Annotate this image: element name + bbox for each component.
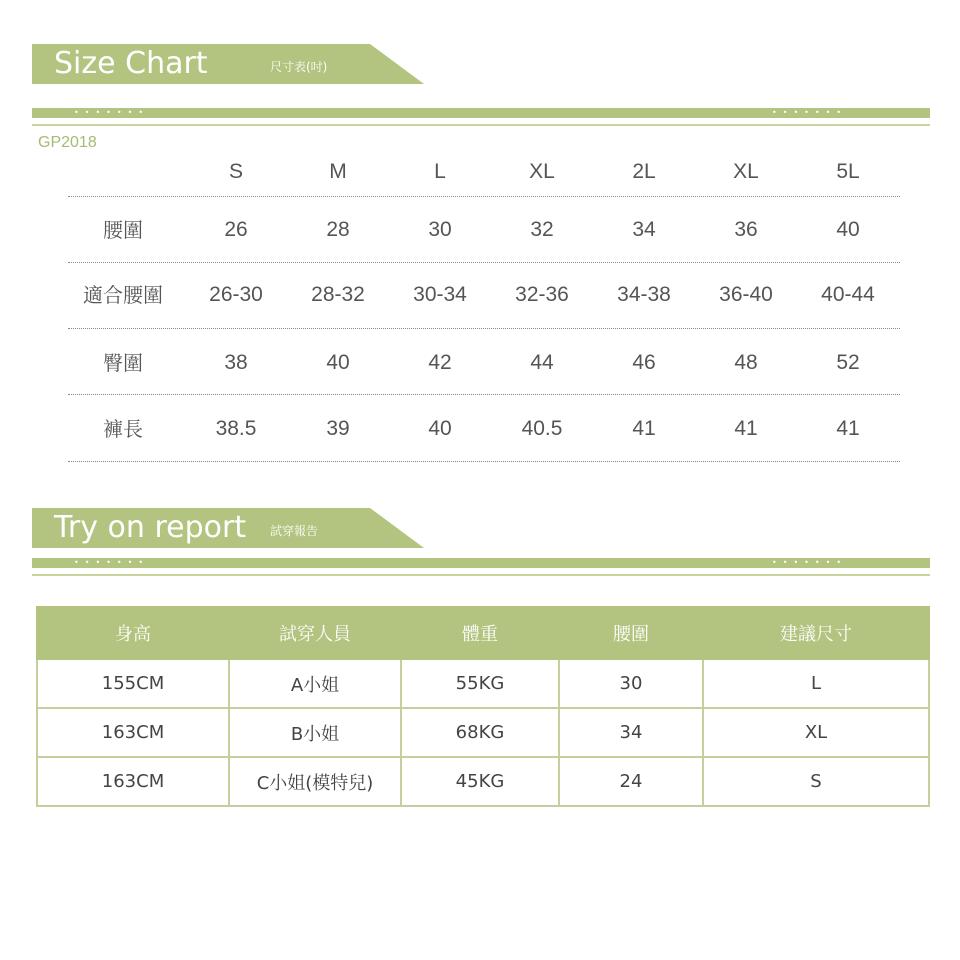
size-header-cell: XL: [733, 160, 759, 183]
size-header-cell: M: [329, 160, 347, 183]
header-height: 身高: [37, 607, 229, 659]
size-chart-stripe: [32, 108, 930, 118]
size-row-label: 褲長: [103, 417, 143, 441]
row-divider: [68, 196, 900, 197]
size-cell: 44: [530, 351, 554, 374]
cell-weight: 45KG: [401, 757, 559, 806]
size-cell: 46: [632, 351, 656, 374]
row-divider: [68, 328, 900, 329]
size-header-cell: 5L: [836, 160, 860, 183]
size-cell: 40: [326, 351, 350, 374]
header-waist: 腰圍: [559, 607, 703, 659]
size-chart-title: Size Chart: [54, 46, 208, 81]
try-on-banner: [32, 508, 424, 548]
size-header-cell: L: [434, 160, 446, 183]
header-tester: 試穿人員: [229, 607, 401, 659]
table-row: [37, 708, 929, 757]
cell-weight: 55KG: [401, 659, 559, 708]
size-chart-stripe-line: [32, 124, 930, 126]
size-cell: 38: [224, 351, 248, 374]
size-cell: 41: [632, 417, 656, 440]
size-cell: 48: [734, 351, 758, 374]
stripe-dots-right: •••••••: [772, 558, 848, 567]
size-cell: 36: [734, 218, 758, 241]
try-on-stripe: [32, 558, 930, 568]
size-cell: 40.5: [521, 417, 563, 440]
try-on-stripe-line: [32, 574, 930, 576]
size-cell: 36-40: [719, 283, 773, 306]
cell-suggested-size: S: [703, 757, 929, 806]
cell-tester: C小姐(模特兒): [229, 757, 401, 806]
size-cell: 40: [836, 218, 860, 241]
cell-waist: 30: [559, 659, 703, 708]
size-cell: 30: [428, 218, 452, 241]
size-cell: 34-38: [617, 283, 671, 306]
size-cell: 26-30: [209, 283, 263, 306]
cell-tester: A小姐: [229, 659, 401, 708]
size-chart-banner: [32, 44, 424, 84]
table-row: [37, 659, 929, 708]
row-divider: [68, 394, 900, 395]
size-cell: 28: [326, 218, 350, 241]
header-weight: 體重: [401, 607, 559, 659]
cell-waist: 34: [559, 708, 703, 757]
cell-suggested-size: L: [703, 659, 929, 708]
cell-suggested-size: XL: [703, 708, 929, 757]
size-cell: 28-32: [311, 283, 365, 306]
header-suggested-size: 建議尺寸: [703, 607, 929, 659]
table-header-row: [37, 607, 929, 659]
try-on-table: [36, 606, 930, 807]
stripe-dots-left: •••••••: [74, 108, 150, 117]
stripe-dots-left: •••••••: [74, 558, 150, 567]
product-code: GP2018: [38, 134, 97, 151]
size-chart-subtitle: 尺寸表(吋): [270, 60, 328, 74]
size-row-label: 腰圍: [103, 218, 143, 242]
cell-height: 163CM: [37, 757, 229, 806]
size-cell: 39: [326, 417, 350, 440]
cell-waist: 24: [559, 757, 703, 806]
table-row: [37, 757, 929, 806]
size-row-hip: [68, 343, 900, 383]
size-cell: 40: [428, 417, 452, 440]
row-divider: [68, 262, 900, 263]
size-header-cell: S: [228, 160, 243, 183]
size-header-cell: 2L: [632, 160, 656, 183]
size-row-fit-waist: [68, 275, 900, 315]
try-on-title: Try on report: [54, 510, 247, 545]
size-cell: 40-44: [821, 283, 875, 306]
size-cell: 26: [224, 218, 248, 241]
row-divider: [68, 461, 900, 462]
size-cell: 41: [836, 417, 860, 440]
cell-height: 155CM: [37, 659, 229, 708]
size-row-label: 適合腰圍: [83, 283, 163, 307]
size-cell: 52: [836, 351, 860, 374]
size-cell: 38.5: [215, 417, 257, 440]
size-cell: 42: [428, 351, 452, 374]
size-cell: 34: [632, 218, 656, 241]
stripe-dots-right: •••••••: [772, 108, 848, 117]
size-row-length: [68, 409, 900, 449]
cell-height: 163CM: [37, 708, 229, 757]
size-header-cell: XL: [529, 160, 555, 183]
size-cell: 41: [734, 417, 758, 440]
cell-tester: B小姐: [229, 708, 401, 757]
size-header-row: [68, 152, 900, 192]
size-row-waist: [68, 210, 900, 250]
try-on-subtitle: 試穿報告: [270, 524, 319, 538]
size-cell: 32-36: [515, 283, 569, 306]
cell-weight: 68KG: [401, 708, 559, 757]
size-cell: 30-34: [413, 283, 467, 306]
size-cell: 32: [530, 218, 554, 241]
size-row-label: 臀圍: [103, 351, 143, 375]
